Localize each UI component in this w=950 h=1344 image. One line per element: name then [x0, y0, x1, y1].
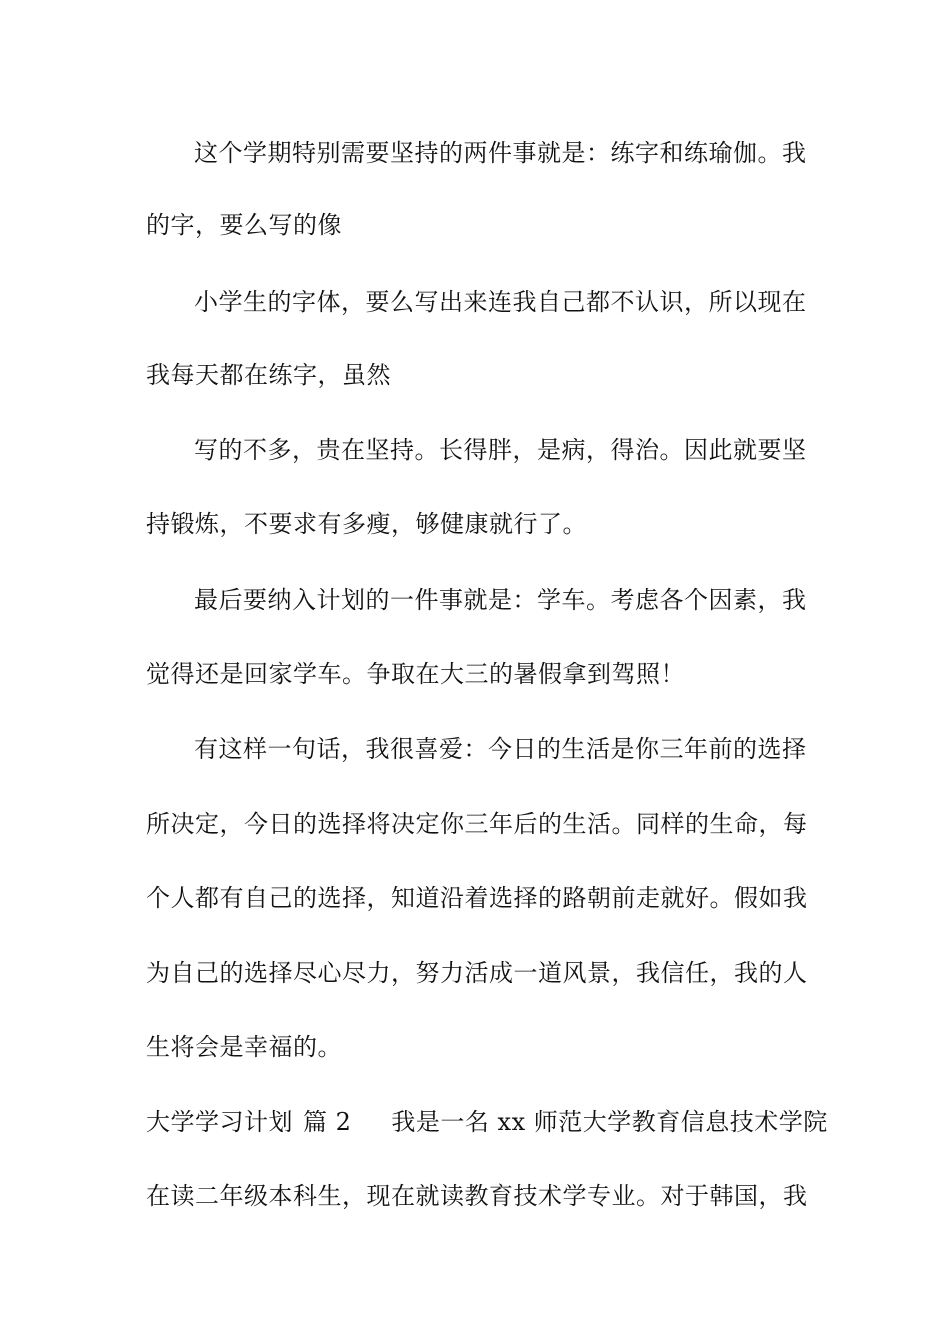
paragraph-line: 写的不多，贵在坚持。长得胖，是病，得治。因此就要坚: [194, 436, 807, 464]
paragraph-line: 在读二年级本科生，现在就读教育技术学专业。对于韩国，我: [146, 1182, 808, 1210]
section-first-line: 我是一名 xx 师范大学教育信息技术学院: [391, 1108, 828, 1136]
paragraph-line: 我每天都在练字，虽然: [146, 361, 391, 389]
section-heading-line: [146, 1107, 828, 1137]
paragraph-line: 所决定，今日的选择将决定你三年后的生活。同样的生命，每: [146, 810, 808, 838]
paragraph-line: 为自己的选择尽心尽力，努力活成一道风景，我信任，我的人: [146, 959, 808, 987]
paragraph-line: 生将会是幸福的。: [146, 1033, 342, 1061]
paragraph-line: 有这样一句话，我很喜爱：今日的生活是你三年前的选择: [194, 735, 807, 763]
paragraph-line: 个人都有自己的选择，知道沿着选择的路朝前走就好。假如我: [146, 884, 808, 912]
paragraph-line: 的字，要么写的像: [146, 211, 342, 239]
paragraph-line: 觉得还是回家学车。争取在大三的暑假拿到驾照！: [146, 660, 685, 688]
paragraph-line: 持锻炼，不要求有多瘦，够健康就行了。: [146, 510, 587, 538]
paragraph-line: 小学生的字体，要么写出来连我自己都不认识，所以现在: [194, 288, 807, 316]
paragraph-line: 最后要纳入计划的一件事就是：学车。考虑各个因素，我: [194, 586, 807, 614]
section-number: 篇 2: [303, 1108, 352, 1136]
paragraph-line: 这个学期特别需要坚持的两件事就是：练字和练瑜伽。我: [194, 139, 807, 167]
section-title: 大学学习计划: [146, 1108, 293, 1136]
